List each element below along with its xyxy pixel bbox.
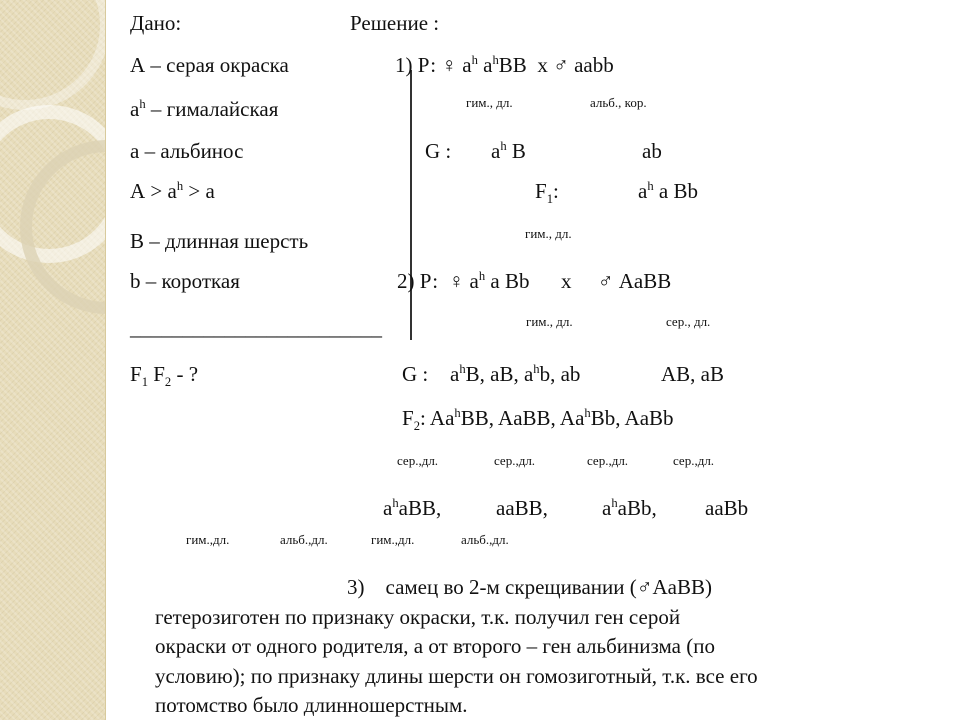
f2-row1-pheno: сер.,дл. — [587, 453, 629, 468]
given-header: Дано: — [130, 11, 182, 35]
cross2-gametes-female: $a^hB$, aB, $a^hb$, ab — [450, 362, 581, 386]
decorative-side-band — [0, 0, 106, 720]
given-line-gray: А – серая окраска — [130, 53, 289, 77]
cross2-parents: 2) Р: ♀ $a^h$ a Bb х ♂ AaBB — [397, 269, 672, 293]
f2-row2-item: $a^haBB$, — [383, 496, 442, 520]
f2-row2-pheno: гим.,дл. — [186, 532, 230, 547]
conclusion-line: окраски от одного родителя, а от второго – ген альбинизма (по — [155, 634, 715, 658]
f2-row1-pheno: сер.,дл. — [673, 453, 715, 468]
cross2-f2-row1: $F_2$: Aa$^h$BB, AaBB, Aa$^h$Bb, AaBb — [402, 406, 674, 434]
given-line-long-fur: В – длинная шерсть — [130, 229, 309, 253]
f2-row2-item: aaBB, — [496, 496, 548, 520]
cross1-gametes-label: G : — [425, 139, 452, 163]
cross1-pheno-female: гим., дл. — [466, 95, 513, 110]
f2-row2-pheno: гим.,дл. — [371, 532, 415, 547]
given-question: $F_1$ $F_2$ - ? — [130, 362, 199, 390]
column-divider — [410, 70, 412, 340]
cross2-gametes-label: G : — [402, 362, 429, 386]
cross1-f1-genotype: $a^h$ a Bb — [638, 179, 698, 203]
cross1-f1-label: $F_1$: — [535, 179, 559, 207]
cross1-parents: 1) Р: ♀ $a^h$ $a^hBB$ х ♂ aabb — [395, 53, 614, 77]
cross1-gametes-male: ab — [642, 139, 662, 163]
f2-row1-pheno: сер.,дл. — [397, 453, 439, 468]
given-line-albino: а – альбинос — [130, 139, 244, 163]
female-symbol: ♀ — [441, 53, 458, 77]
conclusion-line: условию); по признаку длины шерсти он гомозиготный, т.к. все его — [155, 663, 758, 688]
male-symbol: ♂ — [597, 269, 614, 293]
f2-row2-pheno: альб.,дл. — [280, 532, 328, 547]
conclusion-first-line: 3) самец во 2-м скрещивании (♂AaBB) — [347, 575, 712, 599]
cross1-gametes-female: $a^h$ B — [491, 139, 526, 163]
female-symbol: ♀ — [448, 269, 465, 293]
conclusion-line: потомство было длинношерстным. — [155, 693, 468, 717]
f2-row2-item: $a^haBb$, — [602, 496, 657, 520]
f2-row1-pheno: сер.,дл. — [494, 453, 536, 468]
f2-row2-pheno: альб.,дл. — [461, 532, 509, 547]
solution-header: Решение : — [350, 11, 440, 35]
cross2-gametes-male: AB, aB — [661, 362, 724, 386]
decorative-ring — [0, 0, 106, 110]
given-divider: ________________________ — [130, 316, 382, 340]
cross1-pheno-male: альб., кор. — [590, 95, 647, 110]
conclusion-line: гетерозиготен по признаку окраски, т.к. получил ген серой — [155, 604, 681, 629]
given-line-dominance: $А > a^h > a$ — [130, 179, 215, 203]
male-symbol: ♂ — [553, 53, 569, 77]
given-line-himalayan: $a^h$ – гималайская — [130, 97, 279, 121]
f2-row2-item: aaBb — [705, 496, 749, 520]
cross2-pheno-male: сер., дл. — [666, 314, 711, 329]
cross2-pheno-female: гим., дл. — [526, 314, 573, 329]
given-line-short-fur: b – короткая — [130, 269, 240, 293]
conclusion-paragraph — [155, 573, 935, 720]
cross1-f1-phenotype: гим., дл. — [525, 226, 572, 241]
